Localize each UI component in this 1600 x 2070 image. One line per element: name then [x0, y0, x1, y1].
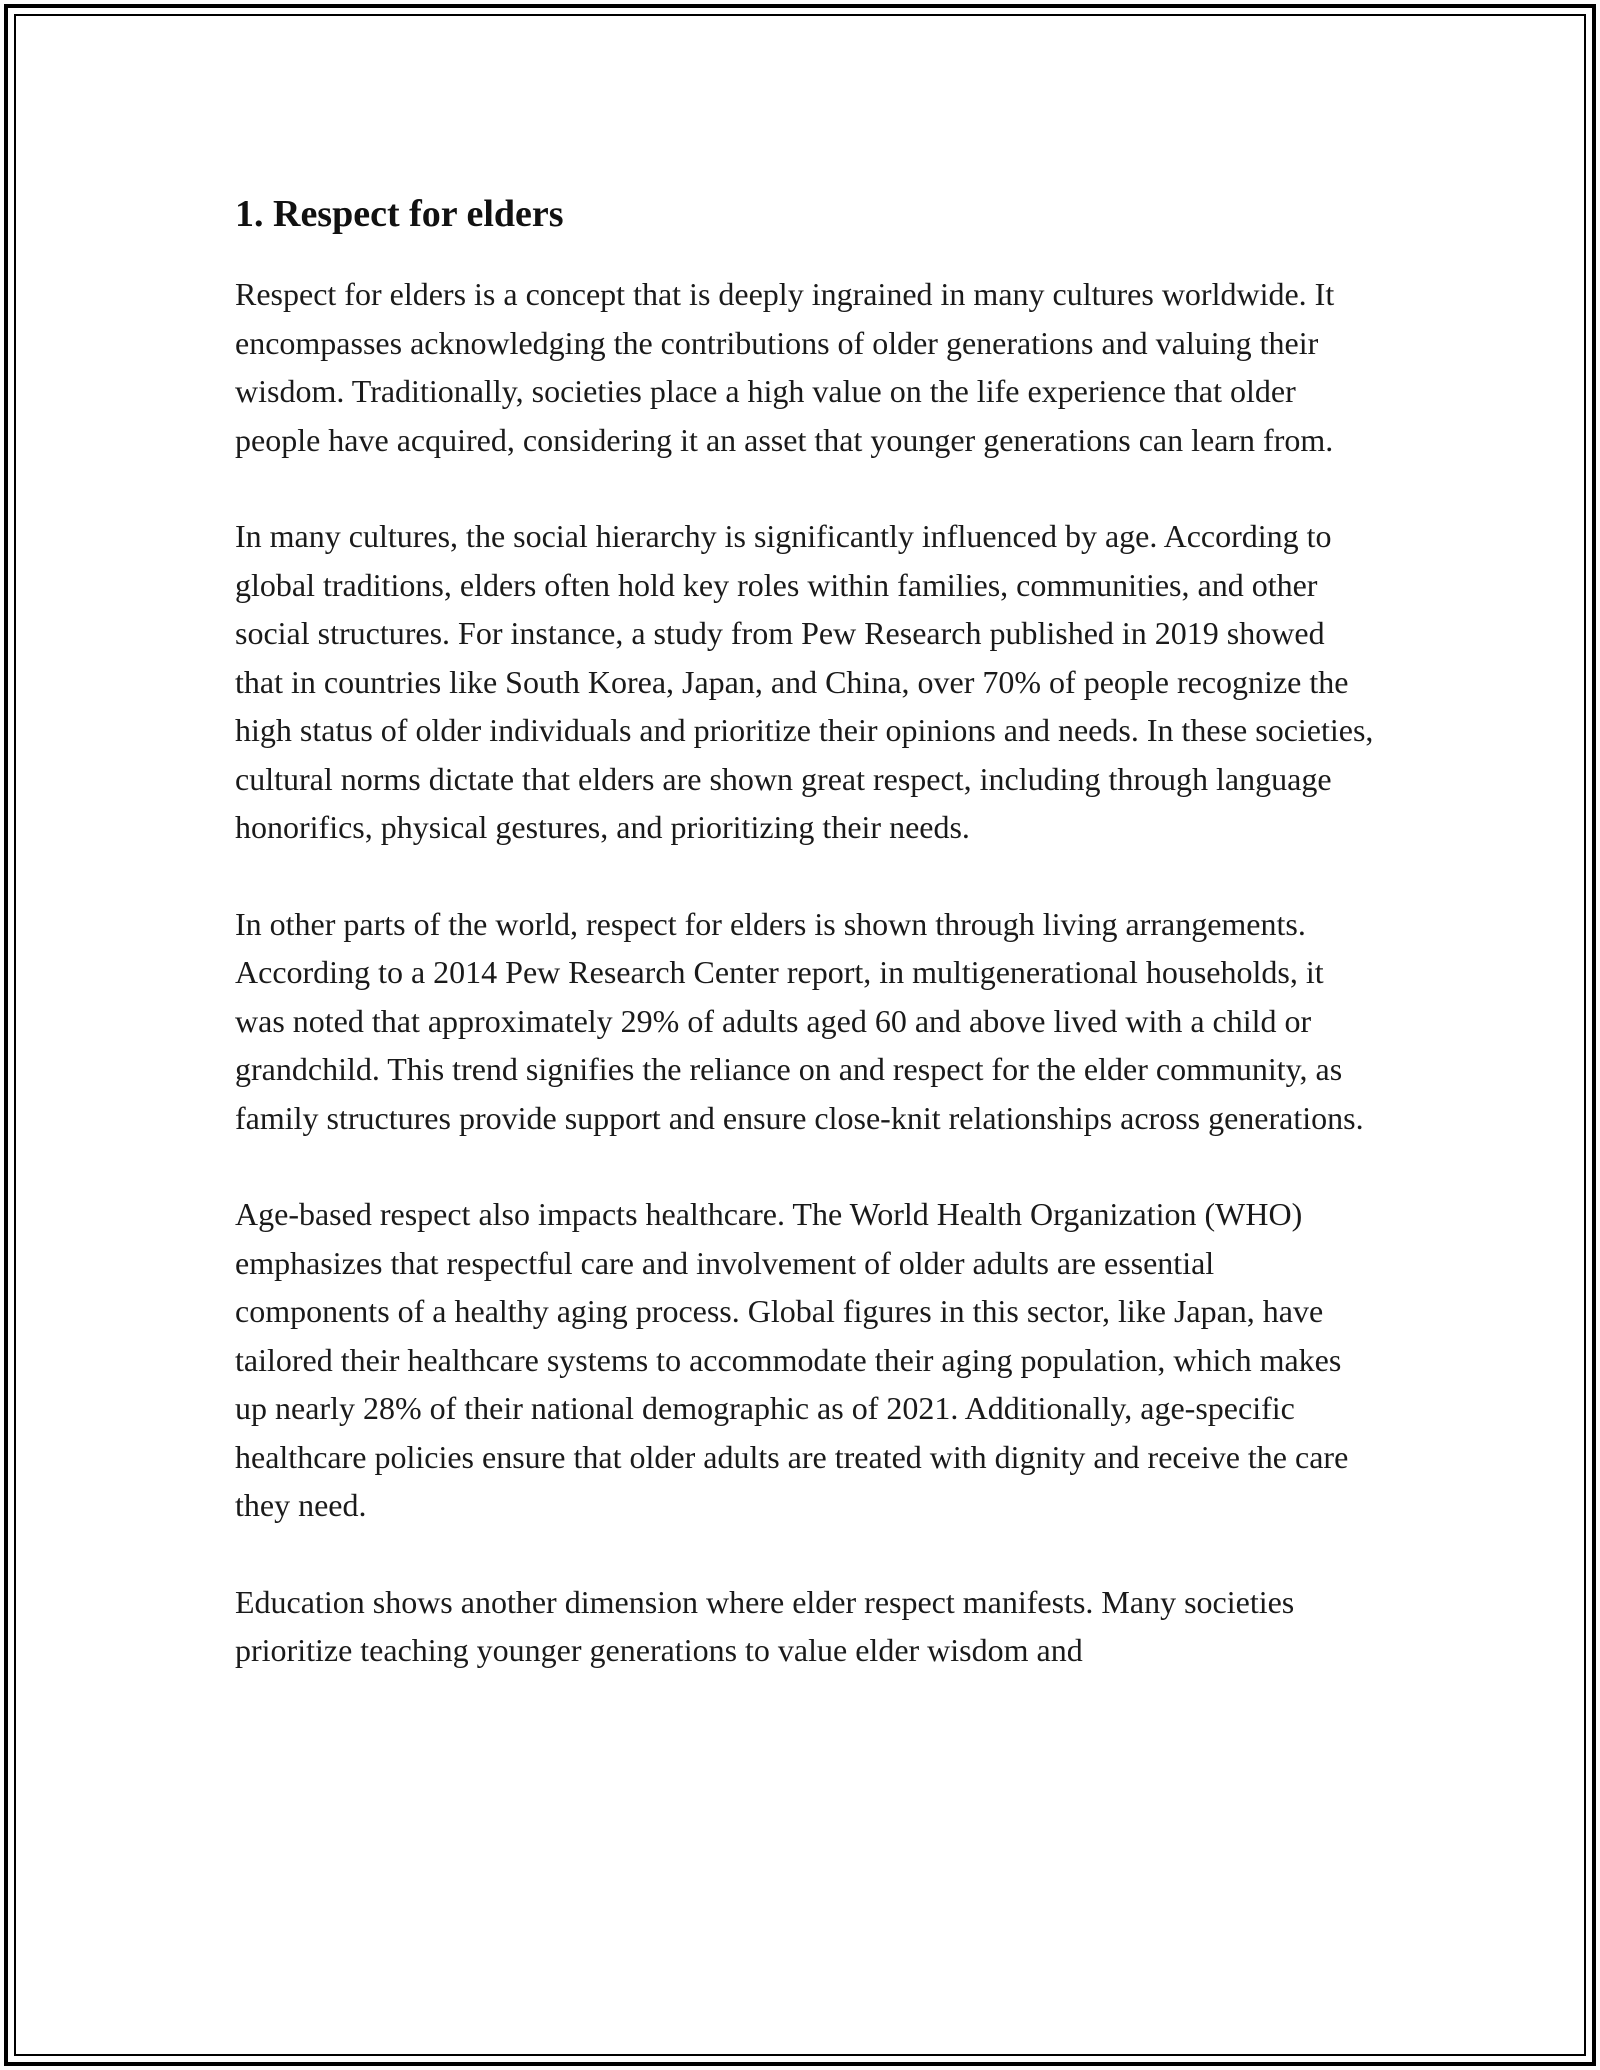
- paragraph-education: Education shows another dimension where elder respect manifests. Many societies prioritize teaching younger generations to value elder wisdom and: [235, 1583, 1295, 1668]
- paragraph-living-arrangements: In other parts of the world, respect for elders is shown through living arrangements. According to a 2014 Pew Research Center report, in multigenerational households, it was noted that approximately 29% of adults aged 60 and above lived with a child or grandchild. This trend signifies the reliance on and respect for the elder community, as family structures provide support and ensure close-knit relationships across generations.: [235, 905, 1364, 1136]
- paragraph-respect-intro: Respect for elders is a concept that is deeply ingrained in many cultures worldwide. It encompasses acknowledging the contributions of older generations and valuing their wisdom. Traditionally, societies place a high value on the life experience that older people have acquired, considering it an asset that younger generations can learn from.: [235, 276, 1335, 458]
- paragraph-healthcare: Age-based respect also impacts healthcare. The World Health Organization (WHO) emphasizes that respectful care and involvement of older adults are essential components of a healthy aging process. Global figures in this sector, like Japan, have tailored their healthcare systems to accommodate their aging population, which makes up nearly 28% of their national demographic as of 2021. Additionally, age-specific healthcare policies ensure that older adults are treated with dignity and receive the care they need.: [235, 1196, 1349, 1523]
- document-body: [235, 188, 1375, 1723]
- section-title: 1. Respect for elders: [235, 193, 564, 235]
- paragraph-social-hierarchy: In many cultures, the social hierarchy is significantly influenced by age. According to global traditions, elders often hold key roles within families, communities, and other social structures. For instance, a study from Pew Research published in 2019 showed that in countries like South Korea, Japan, and China, over 70% of people recognize the high status of older individuals and prioritize their opinions and needs. In these societies, cultural norms dictate that elders are shown great respect, including through language honorifics, physical gestures, and prioritizing their needs.: [235, 518, 1374, 845]
